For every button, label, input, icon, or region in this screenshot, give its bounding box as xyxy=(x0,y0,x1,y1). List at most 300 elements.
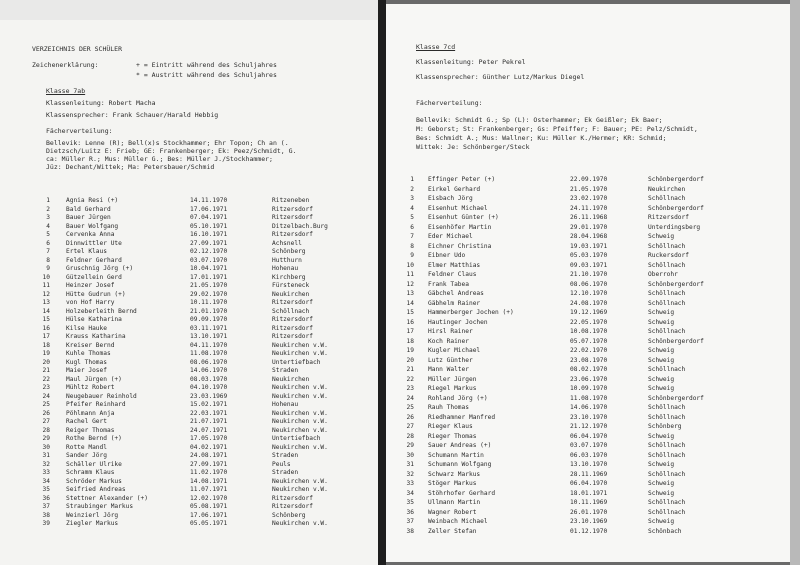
birth-place: Schöllnach xyxy=(648,261,686,269)
birth-place: Schönbergerdorf xyxy=(648,394,704,402)
student-number: 22 xyxy=(42,375,50,383)
birth-date: 17.05.1970 xyxy=(190,435,228,442)
student-number: 25 xyxy=(42,401,50,408)
student-row xyxy=(386,414,790,424)
student-name: Cervenka Anna xyxy=(66,231,115,238)
student-name: Mann Walter xyxy=(428,366,469,373)
student-name: Ziegler Markus xyxy=(66,520,119,527)
birth-place: Schönbergerdorf xyxy=(648,204,704,212)
birth-date: 08.06.1970 xyxy=(570,280,608,288)
student-number: 8 xyxy=(46,256,50,264)
birth-place: Schweig xyxy=(648,347,675,354)
student-name: Rieger Klaus xyxy=(428,423,473,430)
student-name: Maul Jürgen (+) xyxy=(66,375,122,383)
book-gutter xyxy=(378,0,386,565)
student-row xyxy=(0,350,378,359)
birth-date: 10.11.1969 xyxy=(570,499,608,506)
student-row xyxy=(0,367,378,376)
student-row xyxy=(0,316,378,325)
student-number: 26 xyxy=(406,413,414,421)
student-row xyxy=(0,427,378,436)
student-number: 16 xyxy=(42,324,50,332)
student-row xyxy=(386,176,790,186)
birth-date: 28.11.1969 xyxy=(570,470,608,478)
student-name: Schröder Markus xyxy=(66,477,122,485)
birth-date: 23.08.1970 xyxy=(570,356,608,364)
subjects-title: Fächerverteilung: xyxy=(46,127,113,135)
subjects-line: Dietzsch/Luitz E: Frieb; GE: Frankenberger; Ek: Peez/Schmidt, G. xyxy=(46,147,297,155)
student-number: 3 xyxy=(410,195,414,202)
birth-place: Schweig xyxy=(648,461,675,468)
birth-date: 27.09.1971 xyxy=(190,460,228,468)
student-row xyxy=(0,503,378,512)
student-row xyxy=(0,257,378,266)
student-name: Seifried Andreas xyxy=(66,486,126,493)
student-name: Reiger Thomas xyxy=(66,426,115,434)
student-row xyxy=(386,357,790,367)
subjects-line: Wittek: Je: Schönberger/Steck xyxy=(416,143,530,151)
birth-date: 09.03.1971 xyxy=(570,261,608,269)
student-number: 2 xyxy=(46,205,50,213)
birth-place: Schöllnach xyxy=(648,366,686,373)
student-number: 28 xyxy=(42,426,50,434)
birth-date: 02.12.1970 xyxy=(190,248,228,255)
birth-date: 10.04.1971 xyxy=(190,265,228,272)
birth-place: Ritzersdorf xyxy=(272,299,313,306)
birth-date: 06.04.1970 xyxy=(570,480,608,487)
birth-place: Untertiefbach xyxy=(272,435,321,442)
student-number: 35 xyxy=(406,499,414,506)
student-name: Schumann Martin xyxy=(428,451,484,459)
student-name: Mühltz Robert xyxy=(66,384,115,391)
student-name: Rauh Thomas xyxy=(428,404,469,411)
birth-date: 14.11.1970 xyxy=(190,197,228,204)
student-row xyxy=(0,197,378,206)
student-row xyxy=(386,528,790,538)
student-name: Stettner Alexander (+) xyxy=(66,494,148,502)
student-number: 38 xyxy=(42,511,50,519)
student-row xyxy=(386,376,790,386)
student-name: Gruschnig Jörg (+) xyxy=(66,265,134,272)
student-number: 2 xyxy=(410,185,414,193)
student-row xyxy=(0,274,378,283)
birth-place: Hutthurn xyxy=(272,256,302,264)
student-name: Eisenhöfer Martin xyxy=(428,223,492,231)
student-row xyxy=(0,291,378,300)
student-name: Rothe Bernd (+) xyxy=(66,435,122,442)
subjects-line: Bellevik: Schmidt G.; Sp (L): Osterhammer; Ek Geißler; Ek Baer; xyxy=(416,116,663,124)
birth-date: 23.06.1970 xyxy=(570,375,608,383)
student-row xyxy=(386,366,790,376)
birth-place: Schöllnach xyxy=(648,299,686,307)
student-row xyxy=(386,490,790,500)
birth-date: 27.09.1971 xyxy=(190,239,228,247)
birth-place: Neukirchen v.W. xyxy=(272,426,328,434)
student-name: Straubinger Markus xyxy=(66,503,134,510)
student-number: 9 xyxy=(46,265,50,272)
student-row xyxy=(386,205,790,215)
student-row xyxy=(0,333,378,342)
student-name: Gützellein Gerd xyxy=(66,273,122,281)
student-name: Elmer Matthias xyxy=(428,261,481,269)
student-row xyxy=(0,231,378,240)
birth-place: Schweig xyxy=(648,385,675,392)
student-number: 18 xyxy=(42,341,50,349)
student-row xyxy=(0,240,378,249)
birth-place: Schönbach xyxy=(648,527,682,535)
student-name: Krauss Katharina xyxy=(66,333,126,340)
birth-place: Ritzersdorf xyxy=(272,324,313,332)
birth-date: 14.06.1970 xyxy=(570,404,608,411)
student-name: Müller Jürgen xyxy=(428,375,477,383)
birth-date: 28.04.1968 xyxy=(570,233,608,240)
birth-date: 26.01.1970 xyxy=(570,508,608,516)
birth-date: 10.08.1970 xyxy=(570,328,608,335)
student-row xyxy=(0,461,378,470)
birth-place: Schönberg xyxy=(272,511,306,519)
birth-place: Ritzersdorf xyxy=(272,316,313,323)
student-number: 9 xyxy=(410,252,414,259)
student-name: Schäller Ulrike xyxy=(66,460,122,468)
student-name: Pöhlmann Anja xyxy=(66,409,115,417)
birth-place: Hohenau xyxy=(272,401,299,408)
student-number: 5 xyxy=(410,214,414,221)
birth-date: 21.07.1971 xyxy=(190,418,228,425)
student-number: 20 xyxy=(406,356,414,364)
student-row xyxy=(386,471,790,481)
student-number: 11 xyxy=(42,282,50,289)
birth-place: Ruckersdorf xyxy=(648,252,689,259)
student-number: 32 xyxy=(42,460,50,468)
student-row xyxy=(386,499,790,509)
birth-date: 13.10.1970 xyxy=(570,461,608,468)
student-row xyxy=(0,342,378,351)
birth-place: Schweig xyxy=(648,480,675,487)
birth-date: 14.06.1970 xyxy=(190,367,228,374)
student-number: 21 xyxy=(406,366,414,373)
student-row xyxy=(386,518,790,528)
student-number: 12 xyxy=(406,280,414,288)
student-number: 38 xyxy=(406,527,414,535)
birth-date: 08.02.1970 xyxy=(570,366,608,373)
student-number: 36 xyxy=(42,494,50,502)
student-name: Pfeifer Reinhard xyxy=(66,401,126,408)
student-row xyxy=(0,248,378,257)
student-name: Neugebauer Reinhold xyxy=(66,392,137,400)
birth-place: Hohenau xyxy=(272,265,299,272)
birth-place: Neukirchen v.W. xyxy=(272,443,328,451)
student-row xyxy=(0,308,378,317)
student-row xyxy=(0,520,378,529)
birth-place: Schweig xyxy=(648,432,675,440)
student-number: 10 xyxy=(42,273,50,281)
student-name: Bauer Wolfgang xyxy=(66,222,119,230)
student-number: 31 xyxy=(406,461,414,468)
student-number: 16 xyxy=(406,318,414,326)
student-row xyxy=(386,509,790,519)
student-number: 37 xyxy=(406,518,414,525)
student-row xyxy=(0,410,378,419)
student-number: 6 xyxy=(410,223,414,231)
birth-place: Schöllnach xyxy=(648,470,686,478)
birth-place: Schöllnach xyxy=(648,499,686,506)
birth-place: Schöllnach xyxy=(648,328,686,335)
subjects-title: Fächerverteilung: xyxy=(416,99,483,107)
student-row xyxy=(0,469,378,478)
student-row xyxy=(0,393,378,402)
birth-date: 23.10.1970 xyxy=(570,413,608,421)
birth-date: 24.07.1971 xyxy=(190,426,228,434)
student-number: 8 xyxy=(410,242,414,250)
student-number: 22 xyxy=(406,375,414,383)
student-name: Rieger Thomas xyxy=(428,432,477,440)
birth-date: 22.02.1970 xyxy=(570,347,608,354)
birth-date: 21.05.1970 xyxy=(570,185,608,193)
student-name: Rachel Gert xyxy=(66,418,107,425)
birth-place: Schöllnach xyxy=(648,290,686,297)
student-name: Heinzer Josef xyxy=(66,282,115,289)
student-number: 13 xyxy=(42,299,50,306)
student-number: 7 xyxy=(410,233,414,240)
student-name: Kugler Michael xyxy=(428,347,481,354)
student-row xyxy=(0,376,378,385)
student-row xyxy=(386,423,790,433)
reps-line: Klassensprecher: Frank Schauer/Harald Hebbig xyxy=(46,111,219,119)
birth-place: Schweig xyxy=(648,356,675,364)
student-name: Holzeberleith Bernd xyxy=(66,307,137,315)
birth-place: Neukirchen v.W. xyxy=(272,418,328,425)
birth-place: Neukirchen xyxy=(272,375,310,383)
student-list xyxy=(0,197,378,529)
birth-place: Schweig xyxy=(648,489,675,497)
student-row xyxy=(386,262,790,272)
student-number: 37 xyxy=(42,503,50,510)
right-page xyxy=(386,4,790,562)
student-name: Eibner Udo xyxy=(428,252,466,259)
birth-date: 24.08.1971 xyxy=(190,452,228,459)
student-row xyxy=(386,319,790,329)
student-number: 26 xyxy=(42,409,50,417)
legend-label: Zeichenerklärung: xyxy=(32,61,99,69)
birth-place: Straden xyxy=(272,452,299,459)
student-name: Hülse Katharina xyxy=(66,316,122,323)
birth-date: 17.01.1971 xyxy=(190,273,228,281)
student-row xyxy=(386,281,790,291)
student-number: 17 xyxy=(406,328,414,335)
student-number: 3 xyxy=(46,214,50,221)
student-number: 30 xyxy=(42,443,50,451)
birth-date: 26.11.1968 xyxy=(570,214,608,221)
birth-place: Schöllnach xyxy=(272,307,310,315)
student-number: 29 xyxy=(406,442,414,449)
birth-date: 17.06.1971 xyxy=(190,205,228,213)
student-number: 35 xyxy=(42,486,50,493)
birth-date: 13.10.1971 xyxy=(190,333,228,340)
student-number: 5 xyxy=(46,231,50,238)
birth-place: Neukirchen v.W. xyxy=(272,341,328,349)
student-number: 18 xyxy=(406,337,414,345)
birth-place: Schönbergerdorf xyxy=(648,176,704,183)
birth-place: Schöllnach xyxy=(648,195,686,202)
birth-place: Ritzersdorf xyxy=(272,333,313,340)
birth-date: 10.09.1970 xyxy=(570,385,608,392)
birth-date: 22.09.1970 xyxy=(570,176,608,183)
list-header: VERZEICHNIS DER SCHÜLER xyxy=(32,45,123,53)
student-number: 10 xyxy=(406,261,414,269)
legend-line: * = Austritt während des Schuljahres xyxy=(136,71,277,79)
student-name: Wagner Robert xyxy=(428,508,477,516)
student-name: Zeller Stefan xyxy=(428,527,477,535)
birth-place: Neukirchen v.W. xyxy=(272,477,328,485)
student-name: Rohland Jörg (+) xyxy=(428,394,488,402)
birth-place: Schönberg xyxy=(648,423,682,430)
student-name: Eisenhut Günter (+) xyxy=(428,214,499,221)
subjects-line: Bellevik: Lenne (R); Bell(x)s Stockhammer; Ehr Topon; Ch an (. xyxy=(46,139,289,147)
birth-place: Ritzersdorf xyxy=(272,494,313,502)
student-row xyxy=(386,309,790,319)
student-name: Stöhrhofer Gerhard xyxy=(428,489,496,497)
birth-place: Ritzeneben xyxy=(272,197,310,204)
birth-date: 14.08.1971 xyxy=(190,477,228,485)
student-name: Stöger Markus xyxy=(428,480,477,487)
student-name: Hammerberger Jochen (+) xyxy=(428,309,514,316)
student-name: Maier Josef xyxy=(66,367,107,374)
student-name: Sander Jörg xyxy=(66,452,107,459)
birth-place: Schöllnach xyxy=(648,451,686,459)
student-row xyxy=(0,452,378,461)
subjects-line: ca: Müller R.; Mus: Müller G.; Bes: Müller J./Stockhammer; xyxy=(46,155,273,163)
birth-place: Schönbergerdorf xyxy=(648,337,704,345)
student-name: Feldner Claus xyxy=(428,271,477,278)
student-name: Lutz Günther xyxy=(428,356,473,364)
birth-place: Straden xyxy=(272,367,299,374)
birth-place: Neukirchen v.W. xyxy=(272,384,328,391)
student-number: 1 xyxy=(46,197,50,204)
student-number: 31 xyxy=(42,452,50,459)
birth-date: 11.07.1971 xyxy=(190,486,228,493)
subjects-line: M: Geborst; St: Frankenberger; Gs: Pfeiffer; F: Bauer; PE: Pelz/Schmidt, xyxy=(416,125,698,133)
student-number: 36 xyxy=(406,508,414,516)
student-number: 33 xyxy=(42,469,50,476)
birth-date: 11.08.1970 xyxy=(570,394,608,402)
birth-place: Ritzersdorf xyxy=(272,231,313,238)
reps-line: Klassensprecher: Günther Lutz/Markus Diegel xyxy=(416,73,585,81)
student-number: 39 xyxy=(42,520,50,527)
birth-date: 21.01.1970 xyxy=(190,307,228,315)
birth-date: 03.11.1971 xyxy=(190,324,228,332)
birth-date: 03.07.1970 xyxy=(570,442,608,449)
page-edge xyxy=(790,0,800,565)
birth-place: Oberrohr xyxy=(648,271,678,278)
student-name: Kuhle Thomas xyxy=(66,350,111,357)
birth-place: Neukirchen xyxy=(272,290,310,298)
student-row xyxy=(0,384,378,393)
birth-date: 06.04.1970 xyxy=(570,432,608,440)
student-row xyxy=(0,486,378,495)
student-row xyxy=(0,418,378,427)
student-row xyxy=(0,444,378,453)
student-number: 30 xyxy=(406,451,414,459)
birth-date: 11.02.1970 xyxy=(190,469,228,476)
student-number: 34 xyxy=(42,477,50,485)
student-name: Hirsl Rainer xyxy=(428,328,473,335)
birth-date: 23.03.1969 xyxy=(190,392,228,400)
student-name: von Hof Harry xyxy=(66,299,115,306)
student-number: 27 xyxy=(42,418,50,425)
student-number: 13 xyxy=(406,290,414,297)
left-page xyxy=(0,0,378,565)
birth-date: 18.01.1971 xyxy=(570,489,608,497)
birth-place: Ditzelbach.Burg xyxy=(272,222,328,230)
birth-place: Fürsteneck xyxy=(272,282,310,289)
birth-place: Ritzersdorf xyxy=(272,205,313,213)
student-name: Weinbach Michael xyxy=(428,518,488,525)
birth-place: Neukirchen v.W. xyxy=(272,350,328,357)
student-row xyxy=(0,512,378,521)
student-row xyxy=(386,224,790,234)
birth-date: 22.05.1970 xyxy=(570,318,608,326)
birth-place: Schöllnach xyxy=(648,442,686,449)
birth-place: Schöllnach xyxy=(648,413,686,421)
student-number: 19 xyxy=(406,347,414,354)
birth-date: 21.10.1970 xyxy=(570,271,608,278)
student-number: 4 xyxy=(46,222,50,230)
birth-place: Schöllnach xyxy=(648,404,686,411)
student-name: Sauer Andreas (+) xyxy=(428,442,492,449)
student-number: 20 xyxy=(42,358,50,366)
student-name: Agnia Resi (+) xyxy=(66,197,119,204)
birth-date: 08.06.1970 xyxy=(190,358,228,366)
student-list xyxy=(386,176,790,537)
student-name: Rotte Mandl xyxy=(66,443,107,451)
birth-date: 03.07.1970 xyxy=(190,256,228,264)
student-row xyxy=(386,404,790,414)
student-number: 34 xyxy=(406,489,414,497)
student-number: 1 xyxy=(410,176,414,183)
birth-date: 23.02.1970 xyxy=(570,195,608,202)
student-name: Eirkel Gerhard xyxy=(428,185,481,193)
student-number: 25 xyxy=(406,404,414,411)
birth-date: 17.06.1971 xyxy=(190,511,228,519)
birth-date: 04.10.1970 xyxy=(190,384,228,391)
student-number: 28 xyxy=(406,432,414,440)
birth-place: Schweig xyxy=(648,518,675,525)
student-row xyxy=(0,206,378,215)
student-row xyxy=(386,300,790,310)
student-number: 15 xyxy=(42,316,50,323)
student-row xyxy=(0,359,378,368)
birth-date: 06.03.1970 xyxy=(570,451,608,459)
birth-date: 05.10.1971 xyxy=(190,222,228,230)
student-number: 33 xyxy=(406,480,414,487)
birth-date: 05.07.1970 xyxy=(570,337,608,345)
birth-place: Schönbergerdorf xyxy=(648,280,704,288)
birth-date: 19.12.1969 xyxy=(570,309,608,316)
student-row xyxy=(386,243,790,253)
birth-place: Schönberg xyxy=(272,248,306,255)
student-name: Gäbchel Andreas xyxy=(428,290,484,297)
student-row xyxy=(0,299,378,308)
birth-place: Neukirchen v.W. xyxy=(272,486,328,493)
student-name: Kilse Hauke xyxy=(66,324,107,332)
student-number: 4 xyxy=(410,204,414,212)
birth-date: 01.12.1970 xyxy=(570,527,608,535)
student-name: Ertel Klaus xyxy=(66,248,107,255)
student-row xyxy=(386,233,790,243)
student-name: Eichner Christina xyxy=(428,242,492,250)
student-row xyxy=(0,325,378,334)
student-row xyxy=(0,282,378,291)
